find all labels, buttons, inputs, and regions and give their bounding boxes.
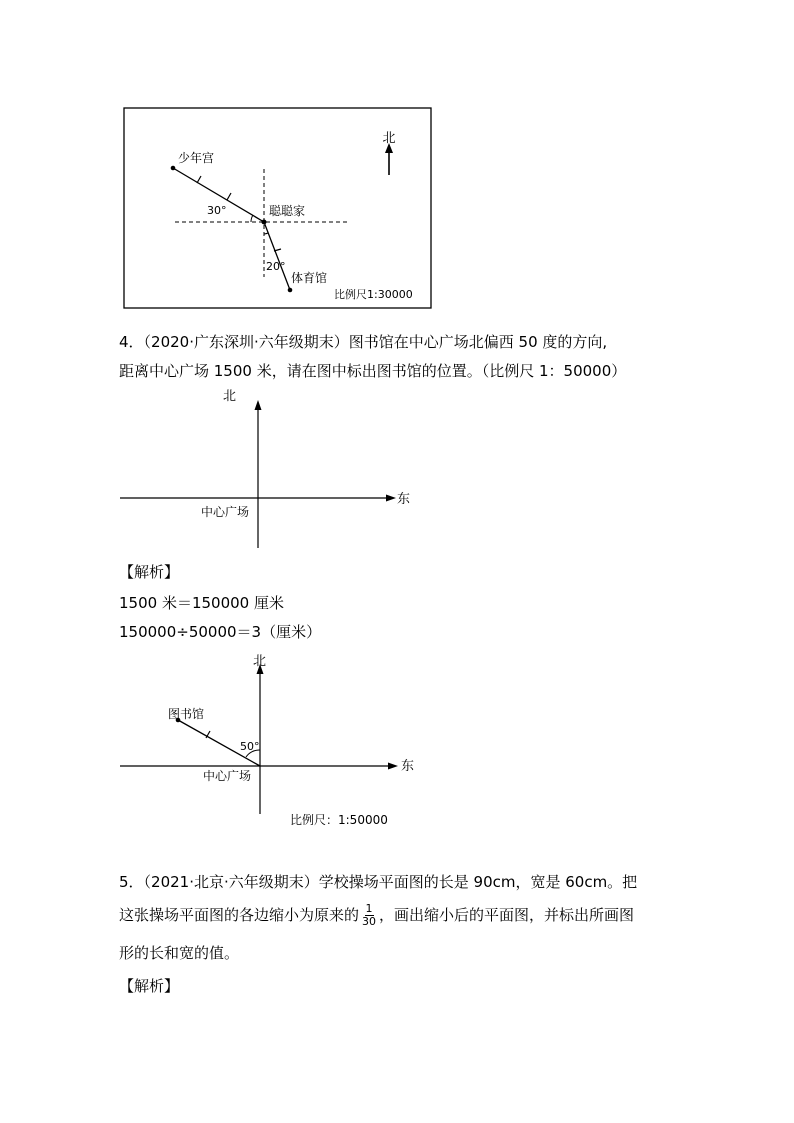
gym-label: 体育馆 [291, 271, 328, 285]
origin-label: 中心广场 [201, 505, 250, 519]
question-5-line-1: 5．（2021·北京·六年级期末）学校操场平面图的长是 90cm，宽是 60cm。把 [119, 873, 638, 891]
north-label: 北 [223, 389, 237, 404]
tick-mark [197, 176, 201, 183]
home-label: 聪聪家 [269, 204, 306, 218]
scale-label: 比例尺：1:50000 [290, 813, 388, 827]
north-label: 北 [253, 654, 267, 669]
question-4 [119, 328, 679, 386]
home-dot [262, 220, 267, 225]
work-step-2: 150000÷50000＝3（厘米） [119, 623, 322, 641]
youth-palace-label: 少年宫 [178, 151, 215, 165]
question-5-line-2-start: 这张操场平面图的各边缩小为原来的 [119, 906, 360, 924]
east-arrowhead [388, 763, 398, 770]
scale-label: 比例尺1:30000 [334, 288, 413, 301]
work-step-1: 1500 米＝150000 厘米 [119, 594, 284, 612]
figure-axes-answer [118, 652, 418, 832]
east-arrowhead [386, 495, 396, 502]
question-4-line-1: 4．（2020·广东深圳·六年级期末）图书馆在中心广场北偏西 50 度的方向, [119, 333, 608, 351]
question-5 [119, 868, 679, 968]
tick-mark [227, 193, 231, 200]
angle-label-20: 20° [266, 260, 286, 273]
route-to-gym [264, 222, 290, 290]
origin-label: 中心广场 [203, 769, 252, 783]
north-arrowhead [255, 400, 262, 410]
figure-axes-blank [118, 388, 418, 550]
east-label: 东 [397, 492, 411, 507]
fraction-denominator: 30 [362, 915, 377, 928]
analysis-heading-2: 【解析】 [119, 977, 180, 995]
question-5-line-3: 形的长和宽的值。 [119, 944, 240, 962]
fraction-numerator: 1 [365, 902, 373, 915]
north-label: 北 [382, 131, 396, 146]
question-5-line-2-end: ，画出缩小后的平面图，并标出所画图 [379, 906, 635, 924]
library-label: 图书馆 [168, 707, 205, 721]
east-label: 东 [401, 759, 415, 774]
gym-dot [288, 288, 293, 293]
figure-map-congcong-home [123, 107, 433, 310]
analysis-heading: 【解析】 [119, 563, 180, 581]
angle-label-50: 50° [240, 740, 260, 753]
angle-arc-20 [264, 233, 268, 234]
question-4-line-2: 距离中心广场 1500 米，请在图中标出图书馆的位置。（比例尺 1：50000） [119, 362, 627, 380]
angle-label-30: 30° [207, 204, 227, 217]
fraction-one-thirtieth [361, 903, 377, 928]
angle-arc-30 [251, 215, 253, 222]
question-5-line-2 [119, 897, 679, 933]
youth-palace-dot [171, 166, 176, 171]
